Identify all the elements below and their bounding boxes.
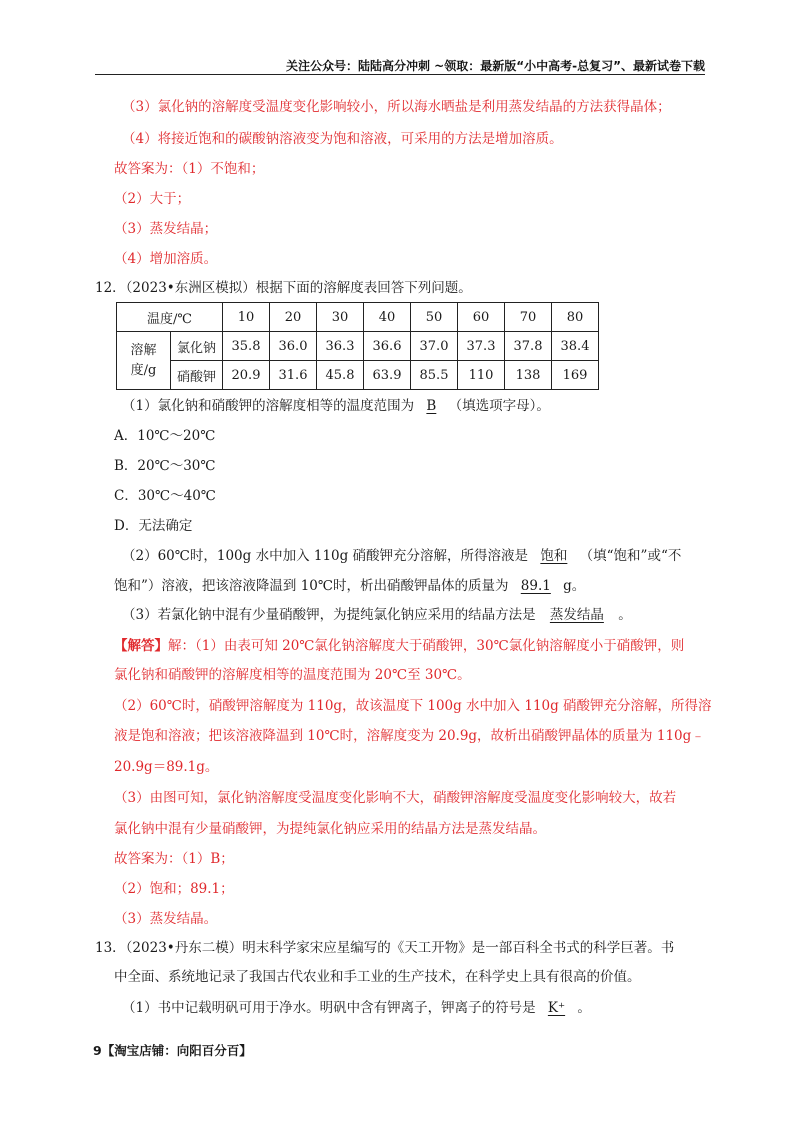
nacl-cell: 36.3	[317, 332, 364, 361]
q12-option-a: A．10℃～20℃	[114, 428, 216, 444]
q12-sub2-answer-1: 饱和	[540, 548, 568, 564]
solution-2c: 20.9g＝89.1g。	[114, 759, 219, 775]
nacl-cell: 36.6	[364, 332, 411, 361]
q13-sub1-answer: K⁺	[547, 1000, 566, 1016]
solution-1b: 氯化钠和硝酸钾的溶解度相等的温度范围为 20℃至 30℃。	[114, 667, 471, 683]
temp-cell: 50	[411, 303, 458, 332]
page-footer	[93, 1041, 252, 1059]
nacl-label: 氯化钠	[171, 332, 223, 361]
q12-sub3: （3）若氯化钠中混有少量硝酸钾，为提纯氯化钠应采用的结晶方法是 蒸发结晶 。	[122, 607, 632, 623]
temp-header: 温度/℃	[117, 303, 223, 332]
q12-summary-3: （3）蒸发结晶。	[114, 911, 218, 927]
solution-3a: （3）由图可知，氯化钠溶解度受温度变化影响不大，硝酸钾溶解度受温度变化影响较大，故若	[114, 790, 677, 806]
q12-sub1-answer: B	[426, 398, 437, 414]
q12-option-b: B．20℃～30℃	[114, 458, 216, 474]
nacl-cell: 37.3	[458, 332, 505, 361]
temp-cell: 70	[505, 303, 552, 332]
temp-cell: 10	[223, 303, 270, 332]
kno3-cell: 110	[458, 361, 505, 390]
prev-summary-1: （1）不饱和；	[181, 161, 265, 177]
kno3-cell: 31.6	[270, 361, 317, 390]
kno3-cell: 63.9	[364, 361, 411, 390]
nacl-cell: 37.8	[505, 332, 552, 361]
table-header-row	[117, 303, 599, 332]
nacl-cell: 37.0	[411, 332, 458, 361]
nacl-cell: 38.4	[552, 332, 599, 361]
kno3-cell: 85.5	[411, 361, 458, 390]
solution-2a: （2）60℃时，硝酸钾溶解度为 110g，故该温度下 100g 水中加入 110g 硝酸钾充分溶解，所得溶	[114, 698, 712, 714]
q12-sub3-answer: 蒸发结晶	[549, 607, 604, 623]
prev-summary-4: （4）增加溶质。	[114, 251, 218, 267]
table-row-nacl	[117, 332, 599, 361]
nacl-cell: 36.0	[270, 332, 317, 361]
prev-answer-4: （4）将接近饱和的碳酸钠溶液变为饱和溶液，可采用的方法是增加溶质。	[122, 131, 563, 147]
q12-summary-2: （2）饱和；89.1；	[114, 881, 234, 897]
prev-summary-2: （2）大于；	[114, 191, 191, 207]
prev-answer-3: （3）氯化钠的溶解度受温度变化影响较小，所以海水晒盐是利用蒸发结晶的方法获得晶体；	[122, 99, 671, 115]
q12-stem: 12．（2023•东洲区模拟）根据下面的溶解度表回答下列问题。	[95, 280, 472, 296]
kno3-cell: 45.8	[317, 361, 364, 390]
q13-stem-a: 13．（2023•丹东二模）明末科学家宋应星编写的《天工开物》是一部百科全书式的科学巨著。书	[95, 940, 675, 956]
prev-summary-label: 故答案为：	[114, 161, 182, 177]
temp-cell: 80	[552, 303, 599, 332]
solubility-table	[116, 302, 599, 390]
temp-cell: 30	[317, 303, 364, 332]
q12-sub2-line2: 饱和”）溶液，把该溶液降温到 10℃时，析出硝酸钾晶体的质量为 89.1 g。	[114, 578, 586, 594]
solution-1a: 【解答】解：（1）由表可知 20℃氯化钠溶解度大于硝酸钾，30℃氯化钠溶解度小于硝酸钾，则	[114, 638, 685, 654]
row-group-label: 溶解 度/g	[117, 332, 171, 390]
q13-sub1: （1）书中记载明矾可用于净水。明矾中含有钾离子，钾离子的符号是 K⁺ 。	[122, 1000, 591, 1016]
page-header: 关注公众号：陆陆高分冲刺 ~领取：最新版“小中高考-总复习”、最新试卷下载	[286, 59, 705, 73]
header-rule	[95, 74, 705, 75]
shop-label: 【淘宝店铺：向阳百分百】	[101, 1043, 252, 1058]
kno3-cell: 169	[552, 361, 599, 390]
temp-cell: 20	[270, 303, 317, 332]
q12-sub2-line1: （2）60℃时，100g 水中加入 110g 硝酸钾充分溶解，所得溶液是 饱和 （填“饱和”或“不	[122, 548, 682, 564]
table-row-kno3	[117, 361, 599, 390]
q12-summary: 故答案为：（1）B；	[114, 851, 234, 867]
q12-sub1: （1）氯化钠和硝酸钾的溶解度相等的温度范围为 B （填选项字母）。	[122, 398, 550, 414]
temp-cell: 60	[458, 303, 505, 332]
q13-stem-b: 中全面、系统地记录了我国古代农业和手工业的生产技术，在科学史上具有很高的价值。	[114, 969, 641, 985]
nacl-cell: 35.8	[223, 332, 270, 361]
page-number: 9	[93, 1043, 102, 1058]
temp-cell: 40	[364, 303, 411, 332]
solution-3b: 氯化钠中混有少量硝酸钾，为提纯氯化钠应采用的结晶方法是蒸发结晶。	[114, 821, 546, 837]
q12-sub2-answer-2: 89.1	[520, 578, 551, 594]
q12-option-d: D．无法确定	[114, 518, 193, 534]
q12-option-c: C．30℃～40℃	[114, 488, 216, 504]
kno3-label: 硝酸钾	[171, 361, 223, 390]
solution-2b: 液是饱和溶液；把该溶液降温到 10℃时，溶解度变为 20.9g，故析出硝酸钾晶体的质量为 110g﹣	[114, 728, 705, 744]
prev-summary-3: （3）蒸发结晶；	[114, 221, 218, 237]
solution-tag: 【解答】	[114, 638, 168, 654]
prev-summary	[114, 159, 264, 179]
kno3-cell: 138	[505, 361, 552, 390]
kno3-cell: 20.9	[223, 361, 270, 390]
